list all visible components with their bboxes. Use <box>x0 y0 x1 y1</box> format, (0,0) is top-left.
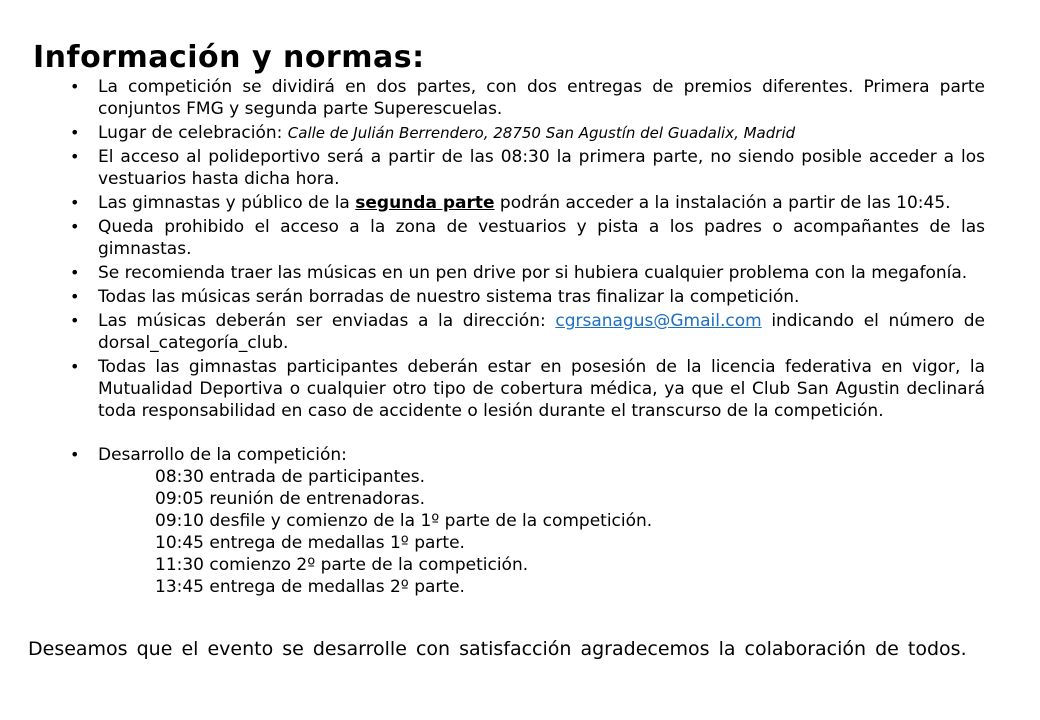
second-part-emphasis: segunda parte <box>355 193 495 213</box>
bullet-pendrive: • Se recomienda traer las músicas en un pen drive por si hubiera cualquier problema con la megafonía. <box>68 262 985 284</box>
bullet-schedule <box>68 444 985 598</box>
bullet-restricted-zone: • Queda prohibido el acceso a la zona de vestuarios y pista a los padres o acompañantes de las gimnastas. <box>68 216 985 260</box>
schedule-heading: Desarrollo de la competición: <box>98 445 347 465</box>
page-title: Información y normas: <box>33 40 425 76</box>
bullet-text-pre: Las gimnastas y público de la <box>98 193 350 213</box>
schedule-item: 08:30 entrada de participantes. <box>155 467 425 487</box>
venue-label: Lugar de celebración: <box>98 123 283 143</box>
bullet-second-part-access <box>68 192 985 214</box>
bullet-text-post: podrán acceder a la instalación a partir de las 10:45. <box>499 193 951 213</box>
schedule-item: 09:10 desfile y comienzo de la 1º parte de la competición. <box>155 511 653 531</box>
email-link[interactable]: cgrsanagus@Gmail.com <box>555 311 762 331</box>
bullet-license-liability: • Todas las gimnastas participantes deberán estar en posesión de la licencia federativa en vigor, la Mutualidad Deportiva o cualquier otro tipo de cobertura médica, ya que el Club San Agustin declinará toda responsabilidad en caso de accidente o lesión durante el transcurso de la competición. <box>68 356 985 422</box>
schedule-list <box>155 466 985 598</box>
schedule-item: 09:05 reunión de entrenadoras. <box>155 489 425 509</box>
closing-statement: Deseamos que el evento se desarrolle con satisfacción agradecemos la colaboración de todos. <box>28 638 967 660</box>
bullet-music-deletion: • Todas las músicas serán borradas de nuestro sistema tras finalizar la competición. <box>68 286 985 308</box>
rules-list <box>68 76 985 600</box>
bullet-competition-parts: • La competición se dividirá en dos partes, con dos entregas de premios diferentes. Primera parte conjuntos FMG y segunda parte Superescuelas. <box>68 76 985 120</box>
bullet-text-post: indicando el número de dorsal_categoría_club. <box>98 311 985 353</box>
bullet-text-pre: Las músicas deberán ser enviadas a la dirección: <box>98 311 546 331</box>
schedule-item: 13:45 entrega de medallas 2º parte. <box>155 577 465 597</box>
venue-address: Calle de Julián Berrendero, 28750 San Agustín del Guadalix, Madrid <box>287 124 796 142</box>
schedule-item: 10:45 entrega de medallas 1º parte. <box>155 533 465 553</box>
bullet-access-time: • El acceso al polideportivo será a partir de las 08:30 la primera parte, no siendo posible acceder a los vestuarios hasta dicha hora. <box>68 146 985 190</box>
bullet-music-email <box>68 310 985 354</box>
bullet-venue <box>68 122 985 144</box>
schedule-item: 11:30 comienzo 2º parte de la competición. <box>155 555 529 575</box>
